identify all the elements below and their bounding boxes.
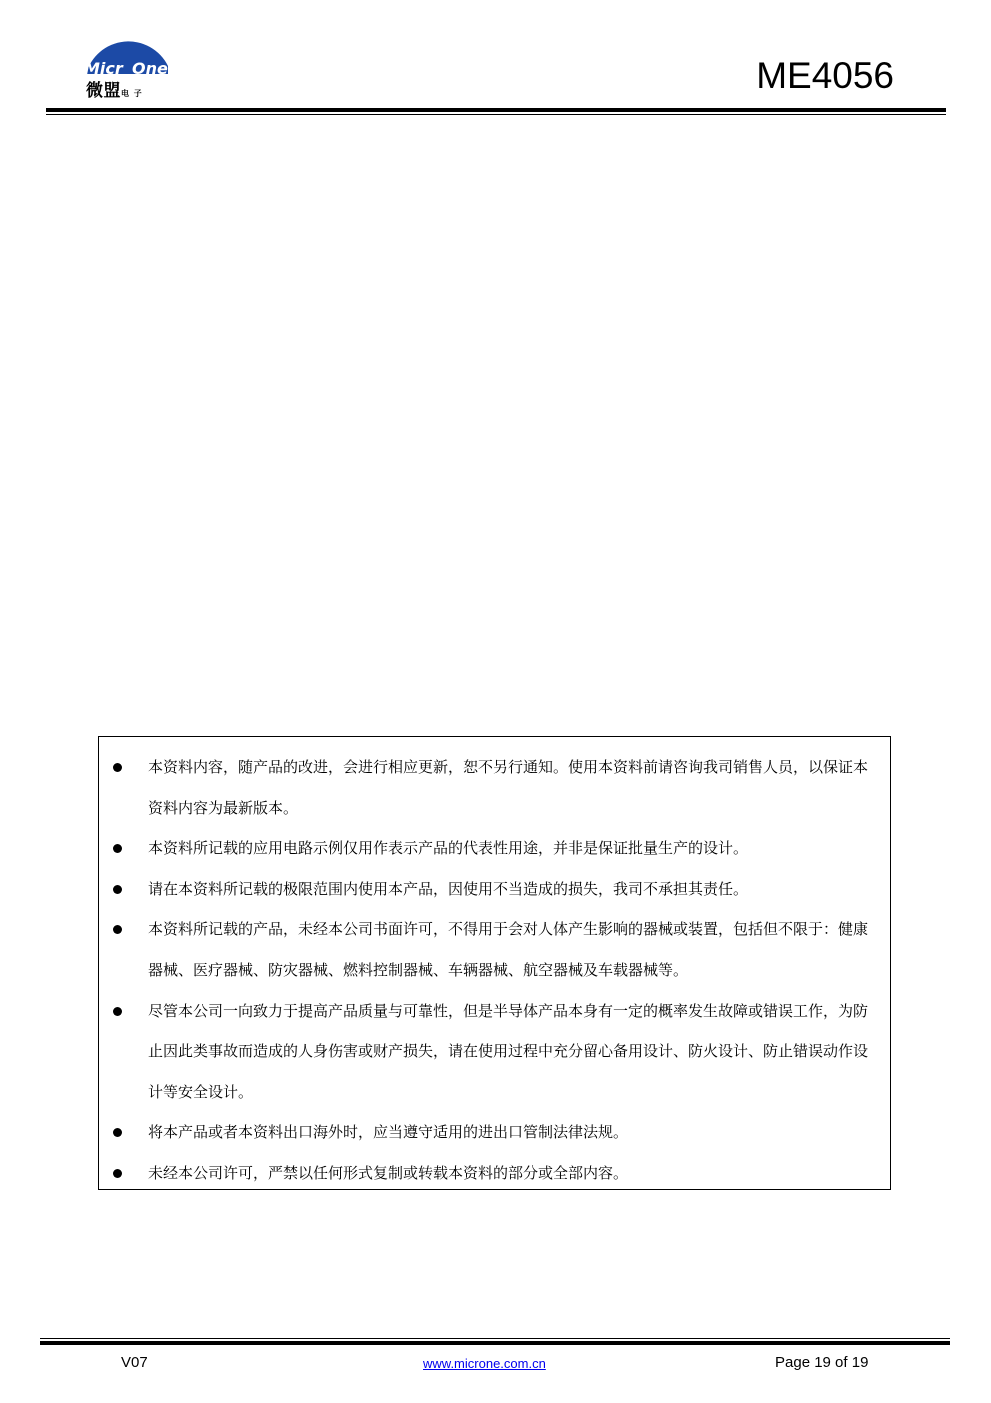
list-item bbox=[99, 828, 890, 869]
document-title: ME4056 bbox=[756, 55, 894, 96]
company-logo bbox=[80, 22, 180, 104]
header-rule-thin bbox=[46, 114, 946, 115]
bullet-icon bbox=[113, 925, 122, 934]
footer-page-number: Page 19 of 19 bbox=[775, 1354, 869, 1371]
list-item bbox=[99, 1112, 890, 1153]
bullet-icon bbox=[113, 1007, 122, 1016]
header-rule-thick bbox=[46, 108, 946, 112]
list-item bbox=[99, 909, 890, 990]
list-item bbox=[99, 869, 890, 910]
logo-brand-dark: Micr bbox=[84, 59, 123, 78]
disclaimer-text: 将本产品或者本资料出口海外时，应当遵守适用的进出口管制法律法规。 bbox=[148, 1123, 629, 1142]
logo-brand-light: One bbox=[132, 59, 168, 78]
footer-version: V07 bbox=[121, 1354, 148, 1371]
disclaimer-list bbox=[99, 737, 890, 1194]
footer-rule-thin bbox=[40, 1338, 950, 1339]
disclaimer-text: 请在本资料所记载的极限范围内使用本产品，因使用不当造成的损失，我司不承担其责任。 bbox=[148, 879, 749, 898]
logo-chinese-name bbox=[86, 76, 143, 101]
bullet-icon bbox=[113, 1128, 122, 1137]
bullet-icon bbox=[113, 1169, 122, 1178]
bullet-icon bbox=[113, 763, 122, 772]
disclaimer-text: 未经本公司许可，严禁以任何形式复制或转载本资料的部分或全部内容。 bbox=[148, 1163, 629, 1182]
footer-rule-thick bbox=[40, 1341, 950, 1345]
disclaimer-text: 尽管本公司一向致力于提高产品质量与可靠性，但是半导体产品本身有一定的概率发生故障或错误工作，为防止因此类事故而造成的人身伤害或财产损失，请在使用过程中充分留心备用设计、防火设计、防止错误动作设计等安全设计。 bbox=[148, 1001, 869, 1101]
disclaimer-text: 本资料内容，随产品的改进，会进行相应更新，恕不另行通知。使用本资料前请咨询我司销售人员，以保证本资料内容为最新版本。 bbox=[148, 758, 869, 817]
disclaimer-text: 本资料所记载的应用电路示例仅用作表示产品的代表性用途，并非是保证批量生产的设计。 bbox=[148, 839, 749, 858]
disclaimer-box bbox=[98, 736, 891, 1190]
logo-brand-cn-small: 电 子 bbox=[121, 89, 143, 98]
bullet-icon bbox=[113, 844, 122, 853]
logo-brand-cn: 微盟 bbox=[86, 81, 121, 101]
footer-website-link[interactable]: www.microne.com.cn bbox=[423, 1356, 546, 1371]
list-item bbox=[99, 747, 890, 828]
bullet-icon bbox=[113, 885, 122, 894]
disclaimer-text: 本资料所记载的产品，未经本公司书面许可，不得用于会对人体产生影响的器械或装置，包括但不限于：健康器械、医疗器械、防灾器械、燃料控制器械、车辆器械、航空器械及车载器械等。 bbox=[148, 920, 869, 979]
list-item bbox=[99, 991, 890, 1113]
logo-arc-icon bbox=[80, 22, 180, 82]
list-item bbox=[99, 1153, 890, 1194]
